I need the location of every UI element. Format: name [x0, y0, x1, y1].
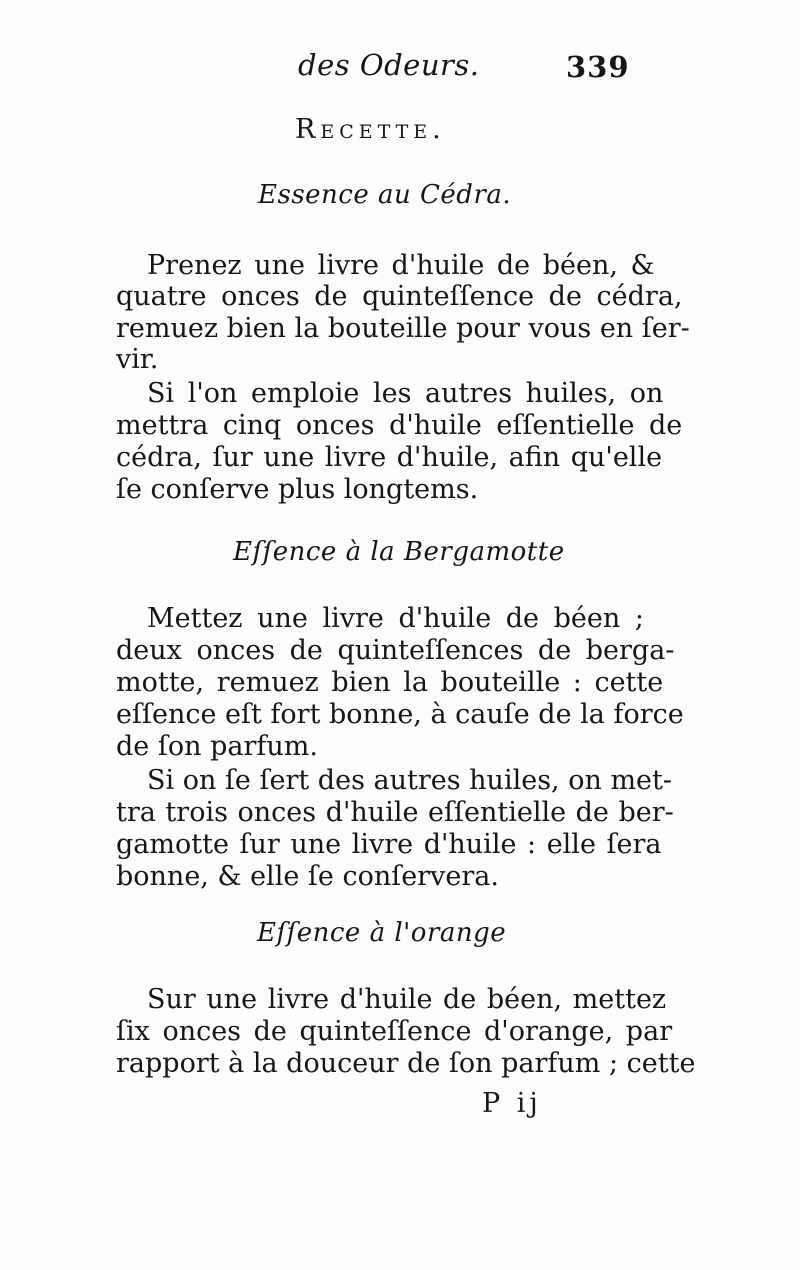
section-title-orange: Eſſence à l'orange [257, 918, 507, 948]
text-line: tra trois onces d'huile eſſentielle de ber- [116, 797, 674, 828]
text-line: gamotte ſur une livre d'huile : elle ſera [116, 829, 662, 860]
text-line: ſe conſerve plus longtems. [116, 474, 479, 505]
text-line: Si l'on emploie les autres huiles, on [147, 378, 664, 409]
text-line: de ſon parfum. [116, 731, 318, 762]
text-line: Prenez une livre d'huile de béen, & [147, 250, 655, 281]
text-line: mettra cinq onces d'huile eſſentielle de [116, 410, 683, 441]
text-line: motte, remuez bien la bouteille : cette [116, 667, 664, 698]
text-line: Mettez une livre d'huile de béen ; [147, 603, 644, 634]
text-line: deux onces de quinteſſences de berga- [116, 635, 675, 666]
page-signature: P ij [482, 1088, 542, 1119]
text-line: ſix onces de quinteſſence d'orange, par [116, 1016, 673, 1047]
text-line: rapport à la douceur de ſon parfum ; cette [116, 1048, 696, 1079]
text-line: Si on ſe ſert des autres huiles, on met- [147, 765, 672, 796]
text-line: Sur une livre d'huile de béen, mettez [147, 984, 667, 1015]
text-line: remuez bien la bouteille pour vous en ſer- [116, 313, 690, 344]
text-line: eſſence eſt fort bonne, à cauſe de la force [116, 699, 684, 730]
section-title-bergamotte: Eſſence à la Bergamotte [233, 537, 565, 567]
text-line: bonne, & elle ſe conſervera. [116, 861, 499, 892]
text-line: quatre onces de quinteſſence de cédra, [116, 281, 683, 312]
running-title: des Odeurs. [298, 48, 480, 82]
section-title-cedra: Essence au Cédra. [258, 180, 512, 210]
text-line: cédra, ſur une livre d'huile, afin qu'elle [116, 442, 663, 473]
recette-heading: Recette. [295, 114, 446, 145]
page-number: 339 [566, 50, 630, 84]
running-head [0, 48, 800, 94]
text-line: vir. [116, 344, 159, 375]
